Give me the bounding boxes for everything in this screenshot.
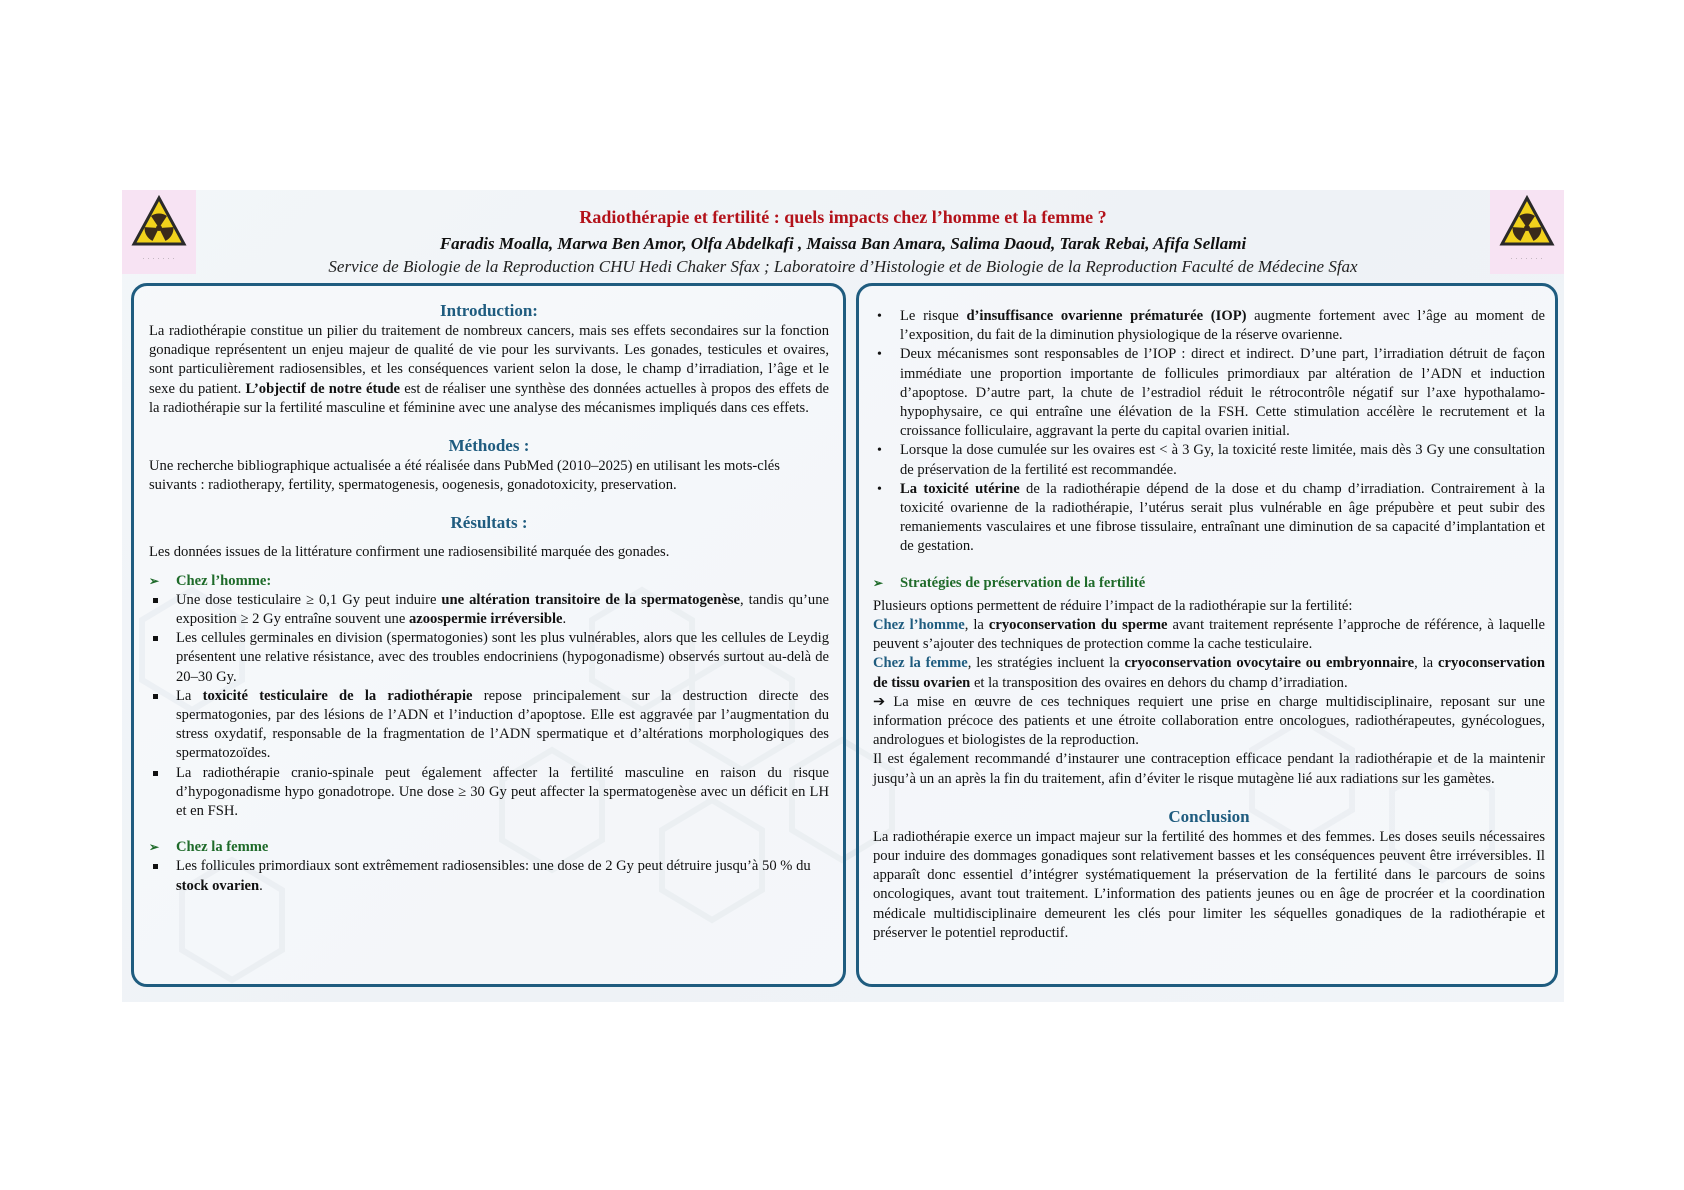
strategies-contraception: Il est également recommandé d’instaurer une contraception efficace pendant la radiothérapie et de la maintenir jusqu’à un an après la fin du traitement, afin d’éviter le risque mutagène lié aux radiations sur les gamètes. (873, 751, 1545, 787)
right-panel (856, 283, 1558, 987)
radiation-warning-icon (131, 194, 187, 250)
radiation-warning-icon (1499, 194, 1555, 250)
square-bullet-icon (153, 636, 158, 641)
strategies-multidisciplinary: ➔ La mise en œuvre de ces techniques requiert une prise en charge multidisciplinaire, reposant sur une information précoce des patients et une étroite collaboration entre oncologues, radiothérapeutes, gynécologues, andrologues et biologistes de la reproduction. (873, 693, 1545, 749)
dot-bullet-icon: • (877, 347, 882, 363)
subheading-femme: ➢ Chez la femme (149, 838, 829, 857)
square-bullet-icon (153, 694, 158, 699)
methodes-text: Une recherche bibliographique actualisée a été réalisée dans PubMed (2010–2025) en utilisant les mots-clés suivants : radiotherapy, fertility, spermatogenesis, oogenesis, gonadotoxicity, preservation. (149, 458, 780, 494)
femme-list (149, 857, 829, 895)
strategies-intro: Plusieurs options permettent de réduire l’impact de la radiothérapie sur la fertilité: (873, 597, 1353, 614)
dot-bullet-icon: • (877, 443, 882, 459)
poster-title: Radiothérapie et fertilité : quels impacts chez l’homme et la femme ? (579, 207, 1107, 227)
list-item: Les cellules germinales en division (spermatogonies) sont les plus vulnérables, alors que les cellules de Leydig présentent une relative résistance, avec des troubles endocriniens (hypogonadisme) observés surtout au-delà de 20–30 Gy. (149, 629, 829, 687)
strategies-femme: Chez la femme, les stratégies incluent la cryoconservation ovocytaire ou embryonnaire, la cryoconservation de tissu ovarien et la transposition des ovaires en dehors du champ d’irradiation. (873, 655, 1545, 691)
dot-bullet-icon: • (877, 309, 882, 324)
logo-caption: · · · · · · · (1510, 256, 1544, 262)
right-arrow-icon: ➔ (873, 693, 886, 710)
logo-left (122, 190, 196, 274)
strategies-homme: Chez l’homme, la cryoconservation du sperme avant traitement représente l’approche de référence, à laquelle peuvent s’ajouter des techniques de protection comme la cache testiculaire. (873, 617, 1545, 653)
list-item: • Deux mécanismes sont responsables de l’IOP : direct et indirect. D’une part, l’irradiation détruit de façon immédiate une proportion importante de follicules primordiaux par altération de l’ADN et induction d’apoptose. D’autre part, la chute de l’estradiol réduit le rétrocontrôle négatif sur l’axe hypothalamo-hypophysaire, ce qui entraîne une élévation de la FSH. Cette stimulation accélère le recrutement et la croissance folliculaire, aggravant la perte du capital ovarien initial. (877, 346, 1545, 440)
resultats-heading: Résultats : (450, 513, 528, 533)
dot-bullet-icon: • (877, 481, 882, 497)
affiliation: Service de Biologie de la Reproduction CHU Hedi Chaker Sfax ; Laboratoire d’Histologie et de Biologie de la Reproduction Faculté de Médecine Sfax (328, 257, 1358, 276)
authors: Faradis Moalla, Marwa Ben Amor, Olfa Abdelkafi , Maissa Ban Amara, Salima Daoud, Tarak Rebai, Afifa Sellami (439, 234, 1247, 253)
homme-list (149, 591, 829, 821)
resultats-intro: Les données issues de la littérature confirment une radiosensibilité marquée des gonades. (149, 544, 670, 561)
arrow-bullet-icon: ➢ (149, 840, 160, 855)
logo-caption: · · · · · · · (142, 256, 176, 262)
list-item: • La toxicité utérine de la radiothérapie dépend de la dose et du champ d’irradiation. Contrairement à la toxicité ovarienne de la radiothérapie, l’utérus serait plus vulnérable en âge prépubère et peut subir des remaniements vasculaires et une fibrose tissulaire, entraînant une diminution de sa capacité d’implantation et de gestation. (877, 480, 1545, 555)
list-item: • Le risque d’insuffisance ovarienne prématurée (IOP) augmente fortement avec l’âge au moment de l’exposition, du fait de la diminution physiologique de la réserve ovarienne. (877, 308, 1545, 344)
arrow-bullet-icon: ➢ (149, 573, 160, 588)
introduction-heading: Introduction: (440, 301, 538, 320)
list-item: Les follicules primordiaux sont extrêmement radiosensibles: une dose de 2 Gy peut détruire jusqu’à 50 % du stock ovarien. (149, 857, 829, 895)
list-item: • Lorsque la dose cumulée sur les ovaires est < à 3 Gy, la toxicité reste limitée, mais dès 3 Gy une consultation de préservation de la fertilité est recommandée. (877, 442, 1545, 478)
methodes-heading: Méthodes : (448, 436, 530, 456)
subheading-strategies: ➢ Stratégies de préservation de la fertilité (873, 574, 1545, 593)
list-item: La radiothérapie cranio-spinale peut également affecter la fertilité masculine en raison du risque d’hypogonadisme hypo gonadotrope. Une dose ≥ 30 Gy peut affecter la spermatogenèse avec un déficit en LH et en FSH. (149, 764, 829, 822)
poster (122, 190, 1564, 1002)
arrow-bullet-icon: ➢ (873, 575, 884, 590)
square-bullet-icon (153, 771, 158, 776)
square-bullet-icon (153, 864, 158, 869)
subheading-homme: ➢ Chez l’homme: (149, 572, 829, 591)
list-item: La toxicité testiculaire de la radiothérapie repose principalement sur la destruction directe des spermatogonies, par des lésions de l’ADN et l’induction d’apoptose. Elle est aggravée par l’augmentation du stress oxydatif, responsable de la fragmentation de l’ADN spermatique et d’altérations morphologiques des spermatozoïdes. (149, 687, 829, 764)
femme-list-continued (873, 307, 1545, 557)
conclusion-heading: Conclusion (1168, 806, 1250, 826)
square-bullet-icon (153, 598, 158, 603)
left-panel (131, 283, 846, 987)
introduction-text: La radiothérapie constitue un pilier du traitement de nombreux cancers, mais ses effets secondaires sur la fonction gonadique représentent un enjeu majeur de qualité de vie pour les survivants. Les gonades, testicules et ovaires, sont particulièrement radiosensibles, et les conséquences varient selon la dose, le champ d’irradiation, l’âge et le sexe du patient. L’objectif de notre étude est de réaliser une synthèse des données actuelles à propos des effets de la radiothérapie sur la fertilité masculine et féminine avec une analyse des mécanismes impliqués dans ces effets. (149, 323, 829, 416)
logo-right (1490, 190, 1564, 274)
list-item: Une dose testiculaire ≥ 0,1 Gy peut induire une altération transitoire de la spermatogenèse, tandis qu’une exposition ≥ 2 Gy entraîne souvent une azoospermie irréversible. (149, 591, 829, 629)
conclusion-text: La radiothérapie exerce un impact majeur sur la fertilité des hommes et des femmes. Les doses seuils nécessaires pour induire des dommages gonadiques sont relativement basses et les conséquences peuvent être irréversibles. Il apparaît donc essentiel d’intégrer systématiquement la préservation de la fertilité dans le parcours de soins oncologiques, avant tout traitement. L’information des patients jeunes ou en âge de procréer et la coordination médicale multidisciplinaire demeurent les clés pour limiter les séquelles gonadiques de la radiothérapie et préserver le potentiel reproductif. (873, 828, 1545, 941)
